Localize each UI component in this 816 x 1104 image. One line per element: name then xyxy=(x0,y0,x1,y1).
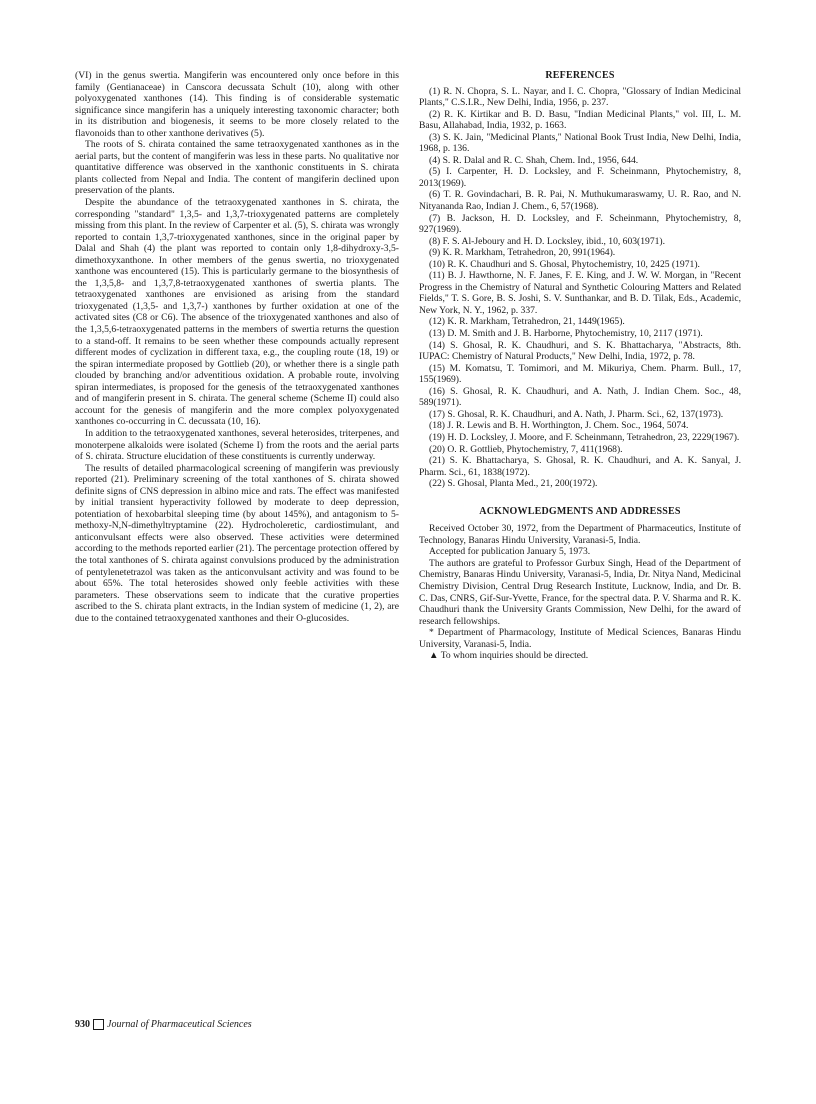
reference-item: (15) M. Komatsu, T. Tomimori, and M. Mikuriya, Chem. Pharm. Bull., 17, 155(1969). xyxy=(419,362,741,386)
reference-item: (12) K. R. Markham, Tetrahedron, 21, 1449(1965). xyxy=(429,316,625,328)
reference-item: (14) S. Ghosal, R. K. Chaudhuri, and S. K. Bhattacharya, "Abstracts, 8th. IUPAC: Chemistry of Natural Products," New Delhi, India, 1972, p. 78. xyxy=(419,339,741,363)
body-paragraph: Despite the abundance of the tetraoxygenated xanthones in S. chirata, the corresponding "standard" 1,3,5- and 1,3,7-trioxygenated patterns are completely missing from this plant. In the review of Carpenter et al. (5), S. chirata was wrongly reported to contain 1,3,7-trioxygenated xanthones, since in the original paper by Dalal and Shah (4) the plant was reported to contain only 1,8-dihydroxy-3,5-dimethoxyxanthone. In other members of the genus swertia, no trioxygenated xanthone was encountered (15). This is particularly germane to the biosynthesis of the 1,3,5,8- and 1,3,7,8-tetraoxygenated xanthones of swertia plants. The tetraoxygenated xanthones are envisioned as arising from the standard trioxygenated (1,3,5- and 1,3,7-) xanthones by further oxidation at one of the activated sites (C8 or C6). The absence of the trioxygenated xanthones and also of the 1,3,5,6-tetraoxygenated patterns in the members of swertia returns the question to a stand-off. It remains to be seen whether these compounds actually represent different modes of cyclization in different taxa, e.g., the coupling route (18, 19) or the spiran intermediate proposed by Gottlieb (20), or whether there is a single path clouded by branching and/or adventitious oxidation. A probable route, involving spiran intermediates, is proposed for the genesis of the tetraoxygenated xanthones and of mangiferin present in S. chirata. The general scheme (Scheme II) could also account for the genesis of mangiferin and the more complex polyoxygenated xanthones co-occurring in C. decussata (10, 16). xyxy=(75,197,399,428)
reference-item: (5) I. Carpenter, H. D. Locksley, and F. Scheinmann, Phytochemistry, 8, 2013(1969). xyxy=(419,166,741,189)
reference-item: (7) B. Jackson, H. D. Locksley, and F. Scheinmann, Phytochemistry, 8, 927(1969). xyxy=(419,212,741,236)
journal-name: Journal of Pharmaceutical Sciences xyxy=(107,1019,252,1030)
acknowledgments-heading: ACKNOWLEDGMENTS AND ADDRESSES xyxy=(479,505,681,517)
page-number: 930 xyxy=(75,1019,90,1030)
reference-item: (6) T. R. Govindachari, B. R. Pai, N. Muthukumaraswamy, U. R. Rao, and N. Nityananda Rao, Indian J. Chem., 6, 57(1968). xyxy=(419,189,741,213)
reference-item: (21) S. K. Bhattacharya, S. Ghosal, R. K. Chaudhuri, and A. K. Sanyal, J. Pharm. Sci., 61, 1838(1972). xyxy=(419,455,741,478)
reference-item: (13) D. M. Smith and J. B. Harborne, Phytochemistry, 10, 2117 (1971). xyxy=(429,328,703,340)
references-list xyxy=(419,86,741,490)
reference-item: (8) F. S. Al-Jeboury and H. D. Locksley, ibid., 10, 603(1971). xyxy=(429,235,666,247)
reference-item: (2) R. K. Kirtikar and B. D. Basu, "Indian Medicinal Plants," vol. III, L. M. Basu, Allahabad, India, 1932, p. 1663. xyxy=(419,108,741,132)
reference-item: (18) J. R. Lewis and B. H. Worthington, J. Chem. Soc., 1964, 5074. xyxy=(429,420,689,432)
reference-item: (10) R. K. Chaudhuri and S. Ghosal, Phytochemistry, 10, 2425 (1971). xyxy=(429,258,700,270)
body-paragraph: The roots of S. chirata contained the same tetraoxygenated xanthones as in the aerial parts, but the content of mangiferin was less in these parts. No qualitative nor quantitative difference was observed in the xanthonic constituents in S. chirata plants collected from Nepal and India. The content of mangiferin declined upon preservation of the plants. xyxy=(75,139,399,197)
acknowledgment-paragraph: ▲ To whom inquiries should be directed. xyxy=(429,650,589,662)
reference-item: (4) S. R. Dalal and R. C. Shah, Chem. Ind., 1956, 644. xyxy=(429,154,639,166)
body-paragraph: In addition to the tetraoxygenated xanthones, several heterosides, triterpenes, and monoterpene alkaloids were isolated (Scheme I) from the roots and the aerial parts of S. chirata. Structure elucidation of these constituents is currently underway. xyxy=(75,427,399,463)
reference-item: (9) K. R. Markham, Tetrahedron, 20, 991(1964). xyxy=(429,247,616,259)
acknowledgment-paragraph: Accepted for publication January 5, 1973. xyxy=(429,546,591,558)
references-heading: REFERENCES xyxy=(545,70,615,81)
acknowledgment-paragraph: Received October 30, 1972, from the Department of Pharmaceutics, Institute of Technology, Banaras Hindu University, Varanasi-5, India. xyxy=(419,523,741,546)
body-paragraph: (VI) in the genus swertia. Mangiferin was encountered only once before in this family (Gentianaceae) in Canscora decussata Schult (10), along with other polyoxygenated xanthones (14). This finding is of considerable systematic significance since mangiferin has a uniquely interesting taxonomic character; both in its distribution and biogenesis, it seems to be more closely related to the flavonoids than to other xanthone derivatives (5). xyxy=(75,70,399,139)
acknowledgment-paragraph: * Department of Pharmacology, Institute of Medical Sciences, Banaras Hindu University, Varanasi-5, India. xyxy=(419,627,741,650)
reference-item: (11) B. J. Hawthorne, N. F. Janes, F. E. King, and J. W. W. Morgan, in "Recent Progress in the Chemistry of Natural and Synthetic Colouring Matters and Related Fields," T. S. Gore, B. S. Joshi, S. V. Sunthankar, and B. D. Tilak, Eds., Academic, New York, N. Y., 1962, p. 337. xyxy=(419,270,741,316)
page-footer xyxy=(75,1019,252,1030)
box-icon xyxy=(93,1019,104,1030)
reference-item: (22) S. Ghosal, Planta Med., 21, 200(1972). xyxy=(429,478,598,490)
reference-item: (19) H. D. Locksley, J. Moore, and F. Scheinmann, Tetrahedron, 23, 2229(1967). xyxy=(429,431,740,443)
reference-item: (3) S. K. Jain, "Medicinal Plants," National Book Trust India, New Delhi, India, 1968, p. 136. xyxy=(419,131,741,155)
right-column xyxy=(419,70,741,662)
reference-item: (1) R. N. Chopra, S. L. Nayar, and I. C. Chopra, "Glossary of Indian Medicinal Plants," C.S.I.R., New Delhi, India, 1956, p. 237. xyxy=(419,85,741,109)
left-column xyxy=(75,70,399,624)
body-paragraph: The results of detailed pharmacological screening of mangiferin was previously reported (21). Preliminary screening of the total xanthones of S. chirata showed definite signs of CNS depression in albino mice and rats. The effect was manifested by initial transient hyperactivity followed by moderate to deep depression, potentiation of hexobarbital sleeping time (by about 145%), and antagonism to 5-methoxy-N,N-dimethyltryptamine (22). Hydrocholeretic, cardiostimulant, and anticonvulsant effects were also observed. These activities were determined according to the methods reported earlier (21). The percentage protection offered by the total xanthones of S. chirata against convulsions produced by the administration of pentylenetetrazol was taken as the anticonvulsant activity and was found to be about 65%. The total heterosides showed only feeble activities with these parameters. These observations seem to indicate that the curative properties ascribed to the S. chirata plant extracts, in the Indian system of medicine (1, 2), are due to the contained tetraoxygenated xanthones and their O-glucosides. xyxy=(75,462,399,624)
reference-item: (20) O. R. Gottlieb, Phytochemistry, 7, 411(1968). xyxy=(429,443,623,455)
reference-item: (17) S. Ghosal, R. K. Chaudhuri, and A. Nath, J. Pharm. Sci., 62, 137(1973). xyxy=(429,408,724,420)
reference-item: (16) S. Ghosal, R. K. Chaudhuri, and A. Nath, J. Indian Chem. Soc., 48, 589(1971). xyxy=(419,385,741,409)
acknowledgment-paragraph: The authors are grateful to Professor Gurbux Singh, Head of the Department of Chemistry, Banaras Hindu University, Varanasi-5, India, Dr. Nitya Nand, Medicinal Chemistry Division, Central Drug Research Institute, Lucknow, India, and Dr. B. C. Das, CNRS, Gif-Sur-Yvette, France, for the spectral data. P. V. Sharma and R. K. Chaudhuri thank the University Grants Commission, New Delhi, for the award of research fellowships. xyxy=(419,557,741,627)
